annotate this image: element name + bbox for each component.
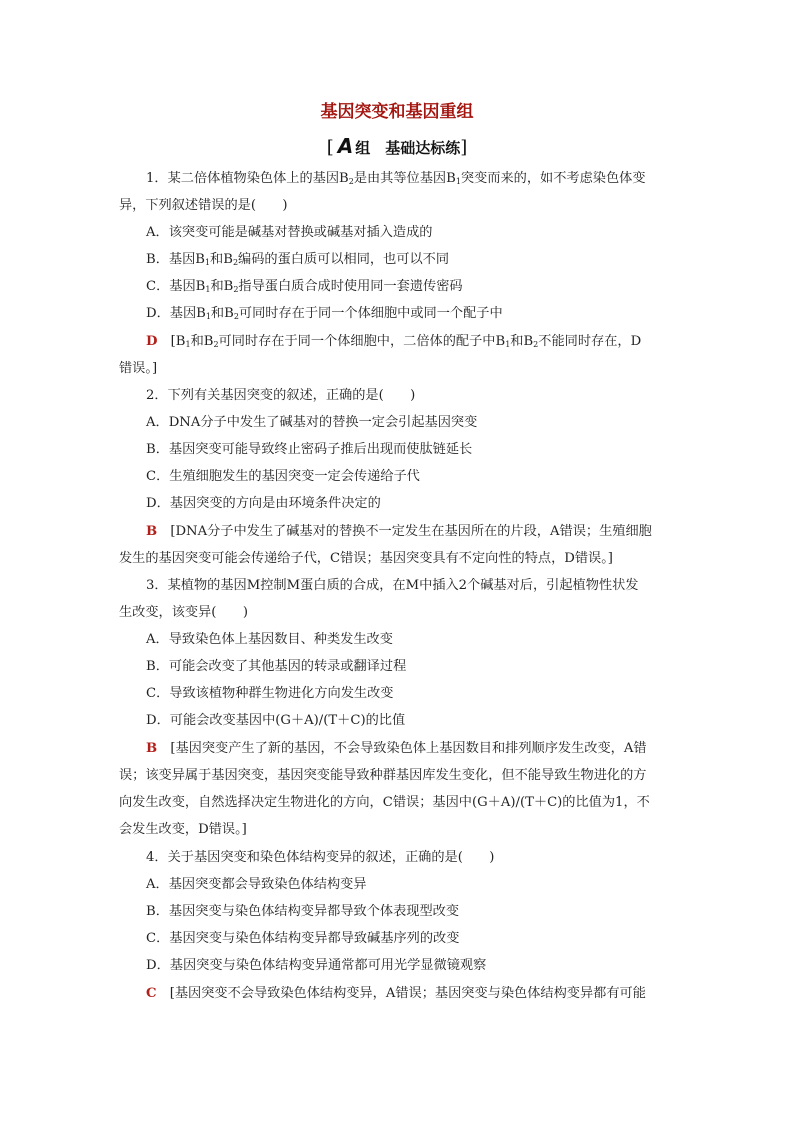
q1-option-d: D．基因$B_1$和$B_2$可同时存在于同一个体细胞中或同一个配子中 [146, 306, 503, 321]
q2-option-b: B．基因突变可能导致终止密码子推后出现而使肽链延长 [146, 442, 473, 457]
q1-explanation: D [$B_1$和$B_2$可同时存在于同一个体细胞中，二倍体的配子中$B_1$和$B_2$不能同时存在，D [146, 334, 642, 349]
q3-explanation-cont-2: 向发生改变，自然选择决定生物进化的方向，C错误；基因中(G＋A)/(T＋C)的比值为1，不 [119, 795, 650, 810]
q1-stem: 1．某二倍体植物染色体上的基因$B_2$是由其等位基因$B_1$突变而来的，如不考虑染色体变 [146, 171, 646, 186]
q2-answer: B [146, 524, 158, 539]
q2-explanation: B [DNA分子中发生了碱基对的替换不一定发生在基因所在的片段，A错误；生殖细胞 [146, 524, 652, 539]
q3-explanation: B [基因突变产生了新的基因，不会导致染色体上基因数目和排列顺序发生改变，A错 [146, 741, 647, 756]
q1-answer: D [146, 334, 158, 349]
q3-stem: 3．某植物的基因M控制M蛋白质的合成，在M中插入2个碱基对后，引起植物性状发 [146, 578, 639, 593]
group-letter: A [337, 134, 354, 158]
q3-explanation-cont-1: 误；该变异属于基因突变，基因突变能导致种群基因库发生变化，但不能导致生物进化的方 [119, 768, 647, 783]
q3-answer: B [146, 741, 158, 756]
q4-option-a: A．基因突变都会导致染色体结构变异 [146, 877, 367, 892]
q2-option-d: D．基因突变的方向是由环境条件决定的 [146, 496, 381, 511]
left-bracket: [ [326, 137, 334, 158]
q2-stem: 2．下列有关基因突变的叙述，正确的是( ) [146, 388, 416, 403]
q2-option-a: A．DNA分子中发生了碱基对的替换一定会引起基因突变 [146, 415, 478, 430]
q1-stem-cont: 异，下列叙述错误的是( ) [119, 198, 288, 213]
q4-option-c: C．基因突变与染色体结构变异都导致碱基序列的改变 [146, 931, 460, 946]
group-heading [0, 134, 794, 158]
q1-option-a: A．该突变可能是碱基对替换或碱基对插入造成的 [146, 225, 433, 240]
page-title: 基因突变和基因重组 [320, 102, 474, 122]
q3-stem-cont: 生改变，该变异( ) [119, 605, 248, 620]
group-label: 组 [355, 139, 371, 157]
q1-option-b: B．基因$B_1$和$B_2$编码的蛋白质可以相同，也可以不同 [146, 252, 450, 267]
q4-option-d: D．基因突变与染色体结构变异通常都可用光学显微镜观察 [146, 958, 487, 973]
q3-explanation-cont-3: 会发生改变，D错误。] [119, 822, 247, 837]
q1-explanation-cont: 错误。] [119, 361, 158, 376]
right-bracket: ] [460, 137, 468, 158]
q2-explanation-cont: 发生的基因突变可能会传递给子代，C错误；基因突变具有不定向性的特点，D错误。] [119, 551, 613, 566]
group-name: 基础达标练 [385, 139, 461, 157]
q2-option-c: C．生殖细胞发生的基因突变一定会传递给子代 [146, 469, 420, 484]
q4-explanation: C [基因突变不会导致染色体结构变异，A错误；基因突变与染色体结构变异都有可能 [146, 986, 646, 1001]
q3-option-a: A．导致染色体上基因数目、种类发生改变 [146, 632, 393, 647]
q4-stem: 4．关于基因突变和染色体结构变异的叙述，正确的是( ) [146, 850, 495, 865]
q3-option-b: B．可能会改变了其他基因的转录或翻译过程 [146, 659, 407, 674]
q3-option-d: D．可能会改变基因中(G＋A)/(T＋C)的比值 [146, 713, 406, 728]
q1-option-c: C．基因$B_1$和$B_2$指导蛋白质合成时使用同一套遗传密码 [146, 279, 463, 294]
q4-answer: C [146, 986, 157, 1001]
q4-option-b: B．基因突变与染色体结构变异都导致个体表现型改变 [146, 904, 460, 919]
q3-option-c: C．导致该植物种群生物进化方向发生改变 [146, 686, 394, 701]
